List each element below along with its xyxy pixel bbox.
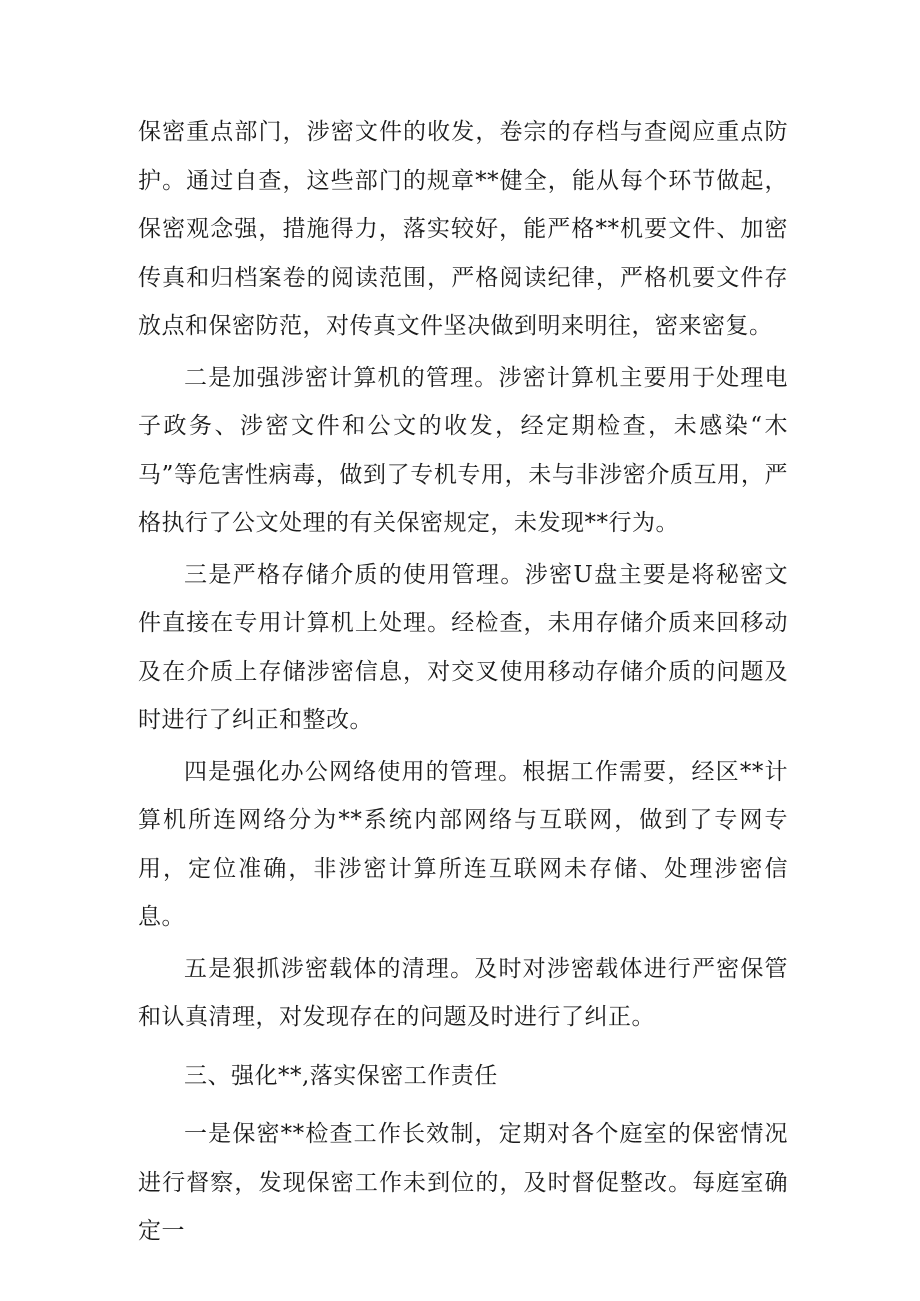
paragraph-continuation: 保密重点部门，涉密文件的收发，卷宗的存档与查阅应重点防护。通过自查，这些部门的规章**健全，能从每个环节做起，保密观念强，措施得力，落实较好，能严格**机要文件、加密传真和归档案卷的阅读范围，严格阅读纪律，严格机要文件存放点和保密防范，对传真文件坚决做到明来明往，密来密复。 (138, 119, 788, 339)
paragraph-inspection-system: 一是保密**检查工作长效制，定期对各个庭室的保密情况进行督察，发现保密工作未到位的，及时督促整改。每庭室确定一 (138, 1121, 788, 1244)
section-heading: 三、强化**,落实保密工作责任 (184, 1062, 498, 1089)
document-body (138, 108, 788, 1256)
paragraph-carrier-cleanup: 五是狠抓涉密载体的清理。及时对涉密载体进行严密保管和认真清理，对发现存在的问题及时进行了纠正。 (138, 955, 788, 1030)
paragraph-office-network: 四是强化办公网络使用的管理。根据工作需要，经区**计算机所连网络分为**系统内部网络与互联网，做到了专网专用，定位准确，非涉密计算所连互联网未存储、处理涉密信息。 (138, 758, 788, 930)
paragraph-computer-management: 二是加强涉密计算机的管理。涉密计算机主要用于处理电子政务、涉密文件和公文的收发，经定期检查，未感染“木马”等危害性病毒，做到了专机专用，未与非涉密介质互用，严格执行了公文处理的有关保密规定，未发现**行为。 (138, 364, 788, 536)
paragraph-storage-media: 三是严格存储介质的使用管理。涉密U盘主要是将秘密文件直接在专用计算机上处理。经检查，未用存储介质来回移动及在介质上存储涉密信息，对交叉使用移动存储介质的问题及时进行了纠正和整改。 (138, 561, 788, 733)
